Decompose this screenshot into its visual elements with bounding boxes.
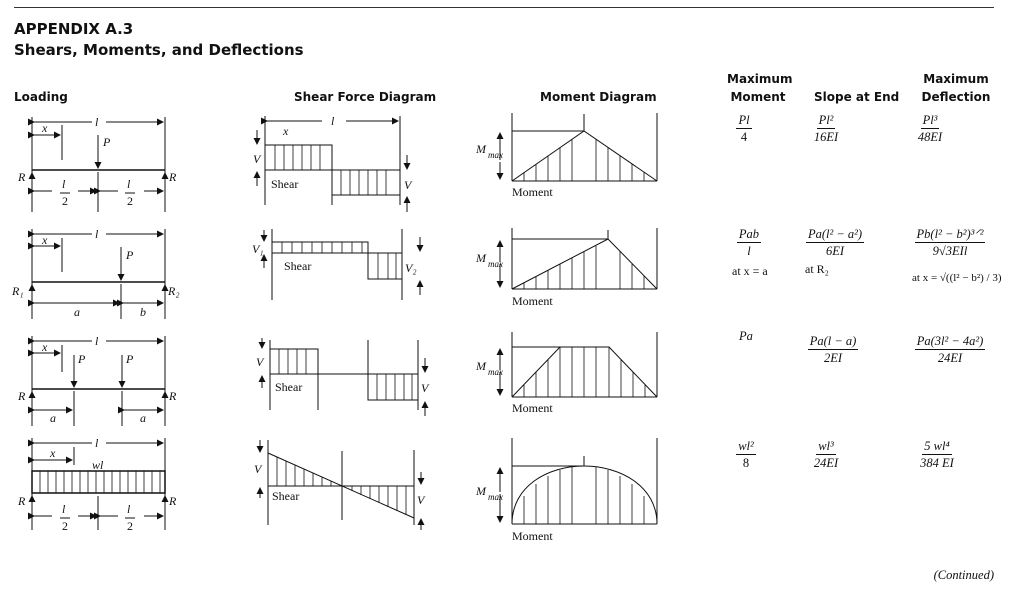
appendix-title: APPENDIX A.3 <box>14 20 134 38</box>
moment-diagram-4 <box>500 438 657 524</box>
label-V-shear1-right: V <box>404 178 412 192</box>
label-x-row3: x <box>42 340 48 354</box>
max-moment-2 <box>732 226 766 259</box>
appendix-subtitle: Shears, Moments, and Deflections <box>14 41 304 59</box>
label-V-shear1-left: V <box>253 152 261 166</box>
label-max-1: max <box>488 150 503 160</box>
header-max-deflection-line2: Deflection <box>921 90 991 104</box>
max-moment-2-den: l <box>747 244 751 258</box>
label-l-row2: l <box>95 227 99 241</box>
label-moment-4: Moment <box>512 529 553 543</box>
label-V1-shear2: V₁ <box>252 242 264 256</box>
slope-2 <box>803 226 867 259</box>
header-moment-diagram: Moment Diagram <box>540 90 657 104</box>
slope-2-note: at R₂ <box>805 262 829 276</box>
moment-hatch-2 <box>524 246 644 289</box>
slope-3 <box>805 333 861 366</box>
slope-4-den: 24EI <box>813 456 839 470</box>
header-slope: Slope at End <box>814 90 900 104</box>
label-P-row1: P <box>103 135 111 149</box>
label-V-shear4-right: V <box>417 493 425 507</box>
max-moment-2-num: Pab <box>738 227 760 241</box>
slope-2-num: Pa(l² − a²) <box>807 227 863 241</box>
label-x-row2: x <box>42 233 48 247</box>
slope-4 <box>804 438 848 471</box>
moment-diagram-2 <box>500 228 657 289</box>
max-moment-4 <box>732 438 760 471</box>
moment-hatch-3 <box>524 347 645 397</box>
continued-note: (Continued) <box>933 568 994 582</box>
header-max-deflection-line1: Maximum <box>923 72 989 86</box>
deflection-3-den: 24EI <box>937 351 963 365</box>
deflection-3-num: Pa(3l² − 4a²) <box>916 334 984 348</box>
label-R-left-row4: R <box>18 494 26 508</box>
label-moment-1: Moment <box>512 185 553 199</box>
label-half-row4b: l <box>127 502 131 516</box>
slope-3-num: Pa(l − a) <box>809 334 857 348</box>
label-x-row4: x <box>50 446 56 460</box>
label-wl-row4: wl <box>92 458 104 472</box>
label-two-row4b: 2 <box>127 519 133 533</box>
deflection-1-num: Pl³ <box>922 113 938 127</box>
label-R1-row2: R₁ <box>12 284 24 298</box>
load-hatch-4 <box>40 471 160 493</box>
label-half-row4a: l <box>62 502 66 516</box>
label-b-row2: b <box>140 305 146 319</box>
max-moment-3: Pa <box>739 329 753 343</box>
label-shear-2: Shear <box>284 259 312 273</box>
max-moment-1-num: Pl <box>738 113 750 127</box>
shear-diagram-3 <box>262 338 425 416</box>
label-shear-4: Shear <box>272 489 300 503</box>
label-shear-3: Shear <box>275 380 303 394</box>
max-moment-4-den: 8 <box>742 456 750 470</box>
deflection-4-num: 5 wl⁴ <box>924 439 950 453</box>
label-half-row1b: l <box>127 177 131 191</box>
label-two-row4a: 2 <box>62 519 68 533</box>
label-x-shear1: x <box>283 124 289 138</box>
deflection-2 <box>910 226 990 259</box>
moment-diagram-1 <box>500 113 657 181</box>
deflection-1 <box>908 112 952 145</box>
label-max-3: max <box>488 367 503 377</box>
label-a-row2: a <box>74 305 80 319</box>
deflection-4 <box>910 438 964 471</box>
label-moment-2: Moment <box>512 294 553 308</box>
label-R-left-row1: R <box>18 170 26 184</box>
slope-1-den: 16EI <box>813 130 839 144</box>
moment-diagram-3 <box>500 332 657 397</box>
label-x-row1: x <box>42 121 48 135</box>
max-moment-1 <box>730 112 758 145</box>
label-R-right-row3: R <box>169 389 177 403</box>
label-M-4: M <box>476 484 486 498</box>
label-V-shear4-left: V <box>254 462 262 476</box>
label-V2-shear2: V₂ <box>405 261 417 275</box>
deflection-4-den: 384 EI <box>920 456 954 470</box>
label-max-2: max <box>488 259 503 269</box>
label-max-4: max <box>488 492 503 502</box>
label-M-3: M <box>476 359 486 373</box>
slope-4-num: wl³ <box>818 439 834 453</box>
header-loading: Loading <box>14 90 68 104</box>
slope-1-num: Pl² <box>818 113 834 127</box>
loading-diagram-1 <box>32 117 165 212</box>
label-l-row4: l <box>95 436 99 450</box>
header-shear-force: Shear Force Diagram <box>294 90 437 104</box>
label-l-row1: l <box>95 115 99 129</box>
label-R-left-row3: R <box>18 389 26 403</box>
label-P-row3b: P <box>126 352 134 366</box>
max-moment-2-note: at x = a <box>732 264 768 278</box>
max-moment-1-den: 4 <box>740 130 748 144</box>
slope-1 <box>804 112 848 145</box>
label-M-1: M <box>476 142 486 156</box>
label-V-shear3-right: V <box>421 381 429 395</box>
header-max-moment-line2: Moment <box>730 90 786 104</box>
label-two-row1b: 2 <box>127 194 133 208</box>
label-a-row3b: a <box>140 411 146 425</box>
shear-diagram-1 <box>257 116 407 212</box>
label-l-row3: l <box>95 334 99 348</box>
deflection-2-den: 9√3EIl <box>932 244 968 258</box>
header-max-moment-line1: Maximum <box>727 72 793 86</box>
label-R2-row2: R₂ <box>168 284 180 298</box>
max-moment-4-num: wl² <box>738 439 754 453</box>
label-a-row3a: a <box>50 411 56 425</box>
shear-diagram-4 <box>260 440 421 530</box>
label-M-2: M <box>476 251 486 265</box>
deflection-2-note: at x = √((l² − b²) / 3) <box>912 272 1002 284</box>
label-half-row1a: l <box>62 177 66 191</box>
deflection-3 <box>912 333 988 366</box>
label-shear-1: Shear <box>271 177 299 191</box>
label-l-shear1: l <box>331 114 335 128</box>
label-P-row2: P <box>126 248 134 262</box>
deflection-2-num: Pb(l² − b²)³ᐟ² <box>916 227 984 241</box>
label-R-right-row4: R <box>169 494 177 508</box>
label-V-shear3-left: V <box>256 355 264 369</box>
label-P-row3a: P <box>78 352 86 366</box>
label-moment-3: Moment <box>512 401 553 415</box>
slope-3-den: 2EI <box>823 351 843 365</box>
deflection-1-den: 48EI <box>917 130 943 144</box>
label-R-right-row1: R <box>169 170 177 184</box>
label-two-row1a: 2 <box>62 194 68 208</box>
slope-2-den: 6EI <box>825 244 845 258</box>
